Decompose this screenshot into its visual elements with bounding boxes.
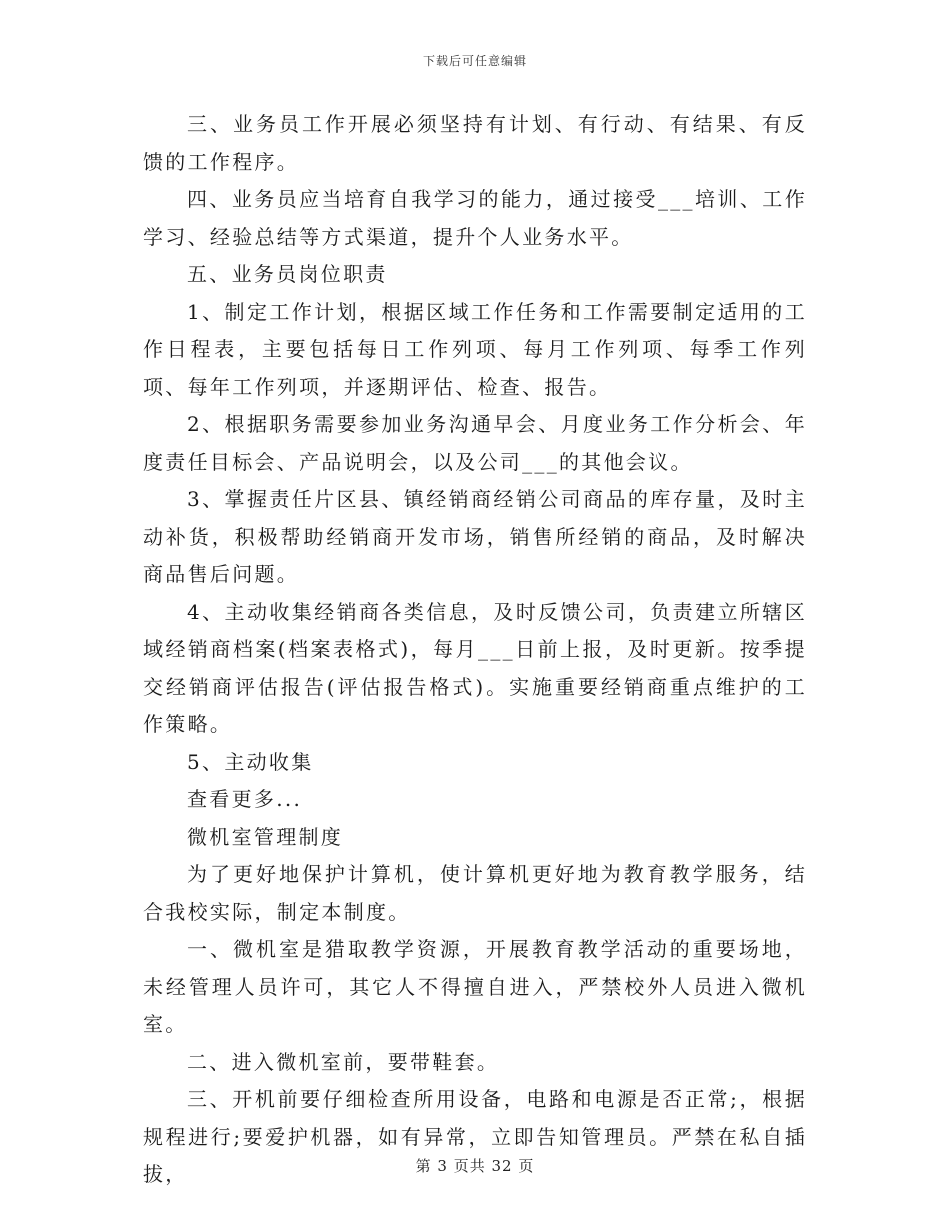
section-heading: 五、业务员岗位职责 — [187, 262, 388, 286]
paragraph: 四、业务员应当培育自我学习的能力，通过接受___培训、工作学习、经验总结等方式渠道，提升个人业务水平。 — [143, 187, 807, 249]
section-title: 微机室管理制度 — [187, 824, 344, 849]
paragraph: 二、进入微机室前，要带鞋套。 — [187, 1049, 500, 1074]
see-more-text: 查看更多... — [187, 787, 303, 811]
page-header-note: 下载后可任意编辑 — [422, 54, 527, 68]
paragraph: 2、根据职务需要参加业务沟通早会、月度业务工作分析会、年度责任目标会、产品说明会，以及公司___的其他会议。 — [143, 412, 807, 474]
paragraph: 3、掌握责任片区县、镇经销商经销公司商品的库存量，及时主动补货，积极帮助经销商开发市场，销售所经销的商品，及时解决商品售后问题。 — [143, 487, 807, 586]
document-body — [143, 106, 807, 1194]
paragraph: 4、主动收集经销商各类信息，及时反馈公司，负责建立所辖区域经销商档案(档案表格式)，每月___日前上报，及时更新。按季提交经销商评估报告(评估报告格式)。实施重要经销商重点维护的工作策略。 — [143, 599, 807, 736]
page-number: 第 3 页共 32 页 — [415, 1157, 535, 1175]
paragraph: 1、制定工作计划，根据区域工作任务和工作需要制定适用的工作日程表，主要包括每日工作列项、每月工作列项、每季工作列项、每年工作列项，并逐期评估、检查、报告。 — [143, 299, 807, 399]
paragraph: 为了更好地保护计算机，使计算机更好地为教育教学服务，结合我校实际，制定本制度。 — [143, 862, 807, 924]
paragraph: 一、微机室是猎取教学资源，开展教育教学活动的重要场地，未经管理人员许可，其它人不得擅自进入，严禁校外人员进入微机室。 — [143, 937, 807, 1036]
paragraph: 5、主动收集 — [187, 749, 314, 774]
paragraph: 三、开机前要仔细检查所用设备，电路和电源是否正常;，根据规程进行;要爱护机器，如有异常，立即告知管理员。严禁在私自插拔， — [143, 1087, 807, 1186]
paragraph: 三、业务员工作开展必须坚持有计划、有行动、有结果、有反馈的工作程序。 — [143, 112, 807, 174]
